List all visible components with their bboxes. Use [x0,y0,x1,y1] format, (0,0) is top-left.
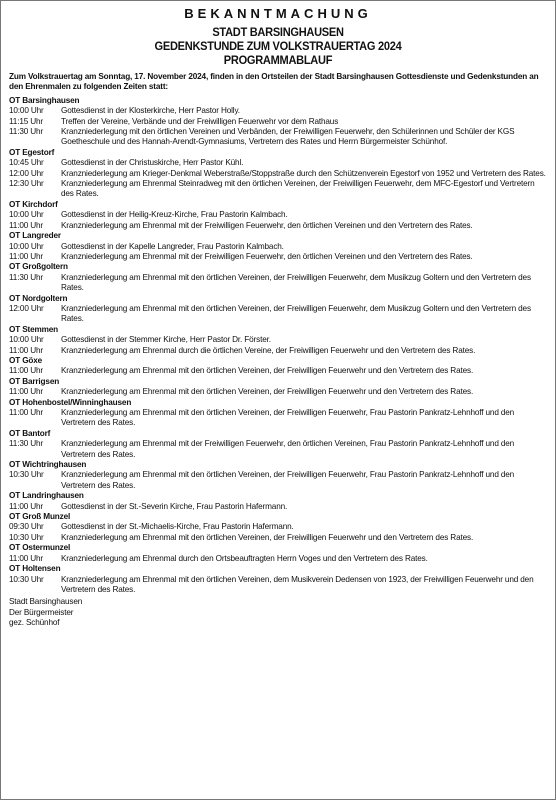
schedule-entry [9,408,547,429]
footer-role: Der Bürgermeister [9,607,74,617]
event-heading: GEDENKSTUNDE ZUM VOLKSTRAUERTAG 2024 [154,39,402,53]
district-heading: OT Egestorf [9,147,55,157]
entry-text: Kranzniederlegung am Ehrenmal durch die örtlichen Vereine, der Freiwilligen Feuerwehr und den Vertretern des Rates. [61,345,476,355]
entry-time: 10:00 Uhr [9,241,44,251]
entry-text: Kranzniederlegung am Ehrenmal mit den örtlichen Vereinen, dem Musikverein Dedensen von 1923, der Freiwilligen Feuerwehr und den Vertretern des Rates. [61,574,534,594]
entry-time: 11:30 Uhr [9,439,43,449]
entry-text: Gottesdienst in der St.-Severin Kirche, Frau Pastorin Hafermann. [61,501,288,511]
district-heading: OT Göxe [9,355,43,365]
entry-time: 11:00 Uhr [9,408,43,417]
district-section [9,96,547,148]
entry-time: 11:00 Uhr [9,366,43,376]
entry-time: 11:00 Uhr [9,387,43,397]
entry-time: 10:30 Uhr [9,574,44,584]
district-heading: OT Bantorf [9,428,51,438]
entry-time: 11:00 Uhr [9,251,43,261]
district-heading: OT Barsinghausen [9,95,80,105]
schedule-entry [9,502,547,512]
program-heading: PROGRAMMABLAUF [223,53,333,67]
district-section [9,398,547,429]
district-section [9,377,547,398]
district-section [9,356,547,377]
entry-time: 12:30 Uhr [9,179,44,189]
district-heading: OT Kirchdorf [9,199,58,209]
schedule-entry [9,470,547,491]
schedule-entry [9,117,547,127]
district-section [9,262,547,293]
district-section [9,200,547,231]
schedule-entry [9,366,547,376]
district-section [9,564,547,595]
entry-time: 11:00 Uhr [9,345,43,355]
district-section [9,294,547,325]
entry-text: Gottesdienst in der St.-Michaelis-Kirche, Frau Pastorin Hafermann. [61,522,294,532]
entry-text: Gottesdienst in der Christuskirche, Herr Pastor Kühl. [61,158,244,168]
footer-city: Stadt Barsinghausen [9,597,83,607]
entry-text: Kranzniederlegung am Ehrenmal mit den örtlichen Vereinen, der Freiwilligen Feuerwehr, dem Musikzug Goltern und den Vertretern des Rates. [61,303,531,324]
schedule-entry [9,575,547,596]
entry-text: Kranzniederlegung am Ehrenmal durch den Ortsbeauftragten Herrn Voges und den Vertretern des Rates. [61,553,428,563]
district-heading: OT Groß Munzel [9,512,71,522]
entry-time: 10:00 Uhr [9,210,44,220]
district-heading: OT Nordgoltern [9,293,68,303]
entry-time: 11:00 Uhr [9,220,43,230]
district-heading: OT Ostermunzel [9,543,71,553]
schedule-entry [9,554,547,564]
entry-time: 12:00 Uhr [9,303,44,313]
schedule-entry [9,335,547,345]
schedule-entry [9,221,547,231]
entry-text: Gottesdienst in der Kapelle Langreder, Frau Pastorin Kalmbach. [61,241,284,251]
schedule-entry [9,127,547,148]
schedule-entry [9,439,547,460]
district-section [9,491,547,512]
entry-text: Kranzniederlegung am Ehrenmal mit den örtlichen Vereinen, der Freiwilligen Feuerwehr und den Vertretern des Rates. [61,532,474,542]
entry-text: Kranzniederlegung am Krieger-Denkmal Weberstraße/Stoppstraße durch den Schützenverein Egestorf von 1952 und Vertretern des Rates. [61,168,546,178]
entry-time: 11:00 Uhr [9,553,43,563]
district-section [9,429,547,460]
schedule-entry [9,242,547,252]
entry-text: Kranzniederlegung am Ehrenmal Steinradweg mit den örtlichen Vereinen, der Freiwilligen Feuerwehr, dem MFC-Egestorf und Vertretern des Rates. [61,179,535,199]
entry-text: Kranzniederlegung am Ehrenmal mit den örtlichen Vereinen, der Freiwilligen Feuerwehr und den Vertretern des Rates. [61,387,474,397]
city-heading: STADT BARSINGHAUSEN [212,25,344,39]
district-section [9,543,547,564]
district-section [9,512,547,543]
district-heading: OT Langreder [9,231,61,241]
schedule-entry [9,169,547,179]
district-heading: OT Stemmen [9,324,59,334]
schedule-entry [9,522,547,532]
entry-time: 11:30 Uhr [9,272,43,282]
schedule-entry [9,106,547,116]
entry-time: 10:30 Uhr [9,532,44,542]
entry-text: Treffen der Vereine, Verbände und der Freiwilligen Feuerwehr vor dem Rathaus [61,116,339,126]
entry-time: 10:30 Uhr [9,470,44,480]
district-section [9,325,547,356]
entry-time: 12:00 Uhr [9,168,44,178]
schedule-entry [9,533,547,543]
entry-time: 10:45 Uhr [9,158,44,168]
entry-text: Kranzniederlegung am Ehrenmal mit den örtlichen Vereinen, der Freiwilligen Feuerwehr, Frau Pastorin Pankratz-Lehnhoff und den Vertretern des Rates. [61,408,515,428]
district-heading: OT Barrigsen [9,376,60,386]
district-heading: OT Holtensen [9,564,61,574]
schedule-entry [9,179,547,200]
entry-text: Gottesdienst in der Klosterkirche, Herr Pastor Holly. [61,106,240,116]
district-section [9,460,547,491]
entry-time: 10:00 Uhr [9,335,44,345]
district-heading: OT Großgoltern [9,262,68,272]
entry-text: Kranzniederlegung mit den örtlichen Vereinen und Verbänden, der Freiwilligen Feuerwehr, den Schülerinnen und Schüler der KGS Goetheschule und des Hannah-Arendt-Gymnasiums, Vertretern des Rates und Herrn Bürgermeister Schünhof. [61,127,515,147]
entry-text: Kranzniederlegung am Ehrenmal mit der Freiwilligen Feuerwehr, den örtlichen Vereinen und den Vertretern des Rates. [61,251,473,261]
signature-block [9,597,547,628]
schedule-entry [9,158,547,168]
footer-signature: gez. Schünhof [9,618,60,628]
entry-text: Kranzniederlegung am Ehrenmal mit den örtlichen Vereinen, der Freiwilligen Feuerwehr und den Vertretern des Rates. [61,366,474,376]
entry-text: Kranzniederlegung am Ehrenmal mit der Freiwilligen Feuerwehr, den örtlichen Vereinen und den Vertretern des Rates. [61,220,473,230]
district-heading: OT Hohenbostel/Winninghausen [9,397,132,407]
entry-time: 11:30 Uhr [9,127,43,137]
schedule-entry [9,210,547,220]
schedule-entry [9,304,547,325]
entry-text: Kranzniederlegung am Ehrenmal mit den örtlichen Vereinen, der Freiwilligen Feuerwehr, Frau Pastorin Pankratz-Lehnhoff und den Vertretern des Rates. [61,470,515,490]
entry-time: 10:00 Uhr [9,106,44,116]
schedule-entry [9,346,547,356]
district-section [9,231,547,262]
district-section [9,148,547,200]
entry-text: Kranzniederlegung am Ehrenmal mit den örtlichen Vereinen, der Freiwilligen Feuerwehr, dem Musikzug Goltern und den Vertretern des Rates. [61,272,531,293]
intro-paragraph: Zum Volkstrauertag am Sonntag, 17. November 2024, finden in den Ortsteilen der Stadt Barsinghausen Gottesdienste und Gedenkstunden an den Ehrenmalen zu folgenden Zeiten statt: [9,72,539,92]
schedule-entry [9,387,547,397]
district-list [9,96,547,596]
entry-time: 11:15 Uhr [9,116,43,126]
entry-text: Kranzniederlegung am Ehrenmal mit der Freiwilligen Feuerwehr, den örtlichen Vereinen, Frau Pastorin Pankratz-Lehnhoff und den Vertretern des Rates. [61,439,515,459]
district-heading: OT Landringhausen [9,491,84,501]
entry-text: Gottesdienst in der Stemmer Kirche, Herr Pastor Dr. Förster. [61,335,271,345]
entry-time: 09:30 Uhr [9,522,44,532]
schedule-entry [9,273,547,294]
document-title: BEKANNTMACHUNG [184,6,372,21]
district-heading: OT Wichtringhausen [9,460,87,470]
entry-time: 11:00 Uhr [9,501,43,511]
entry-text: Gottesdienst in der Heilig-Kreuz-Kirche, Frau Pastorin Kalmbach. [61,210,288,220]
schedule-entry [9,252,547,262]
